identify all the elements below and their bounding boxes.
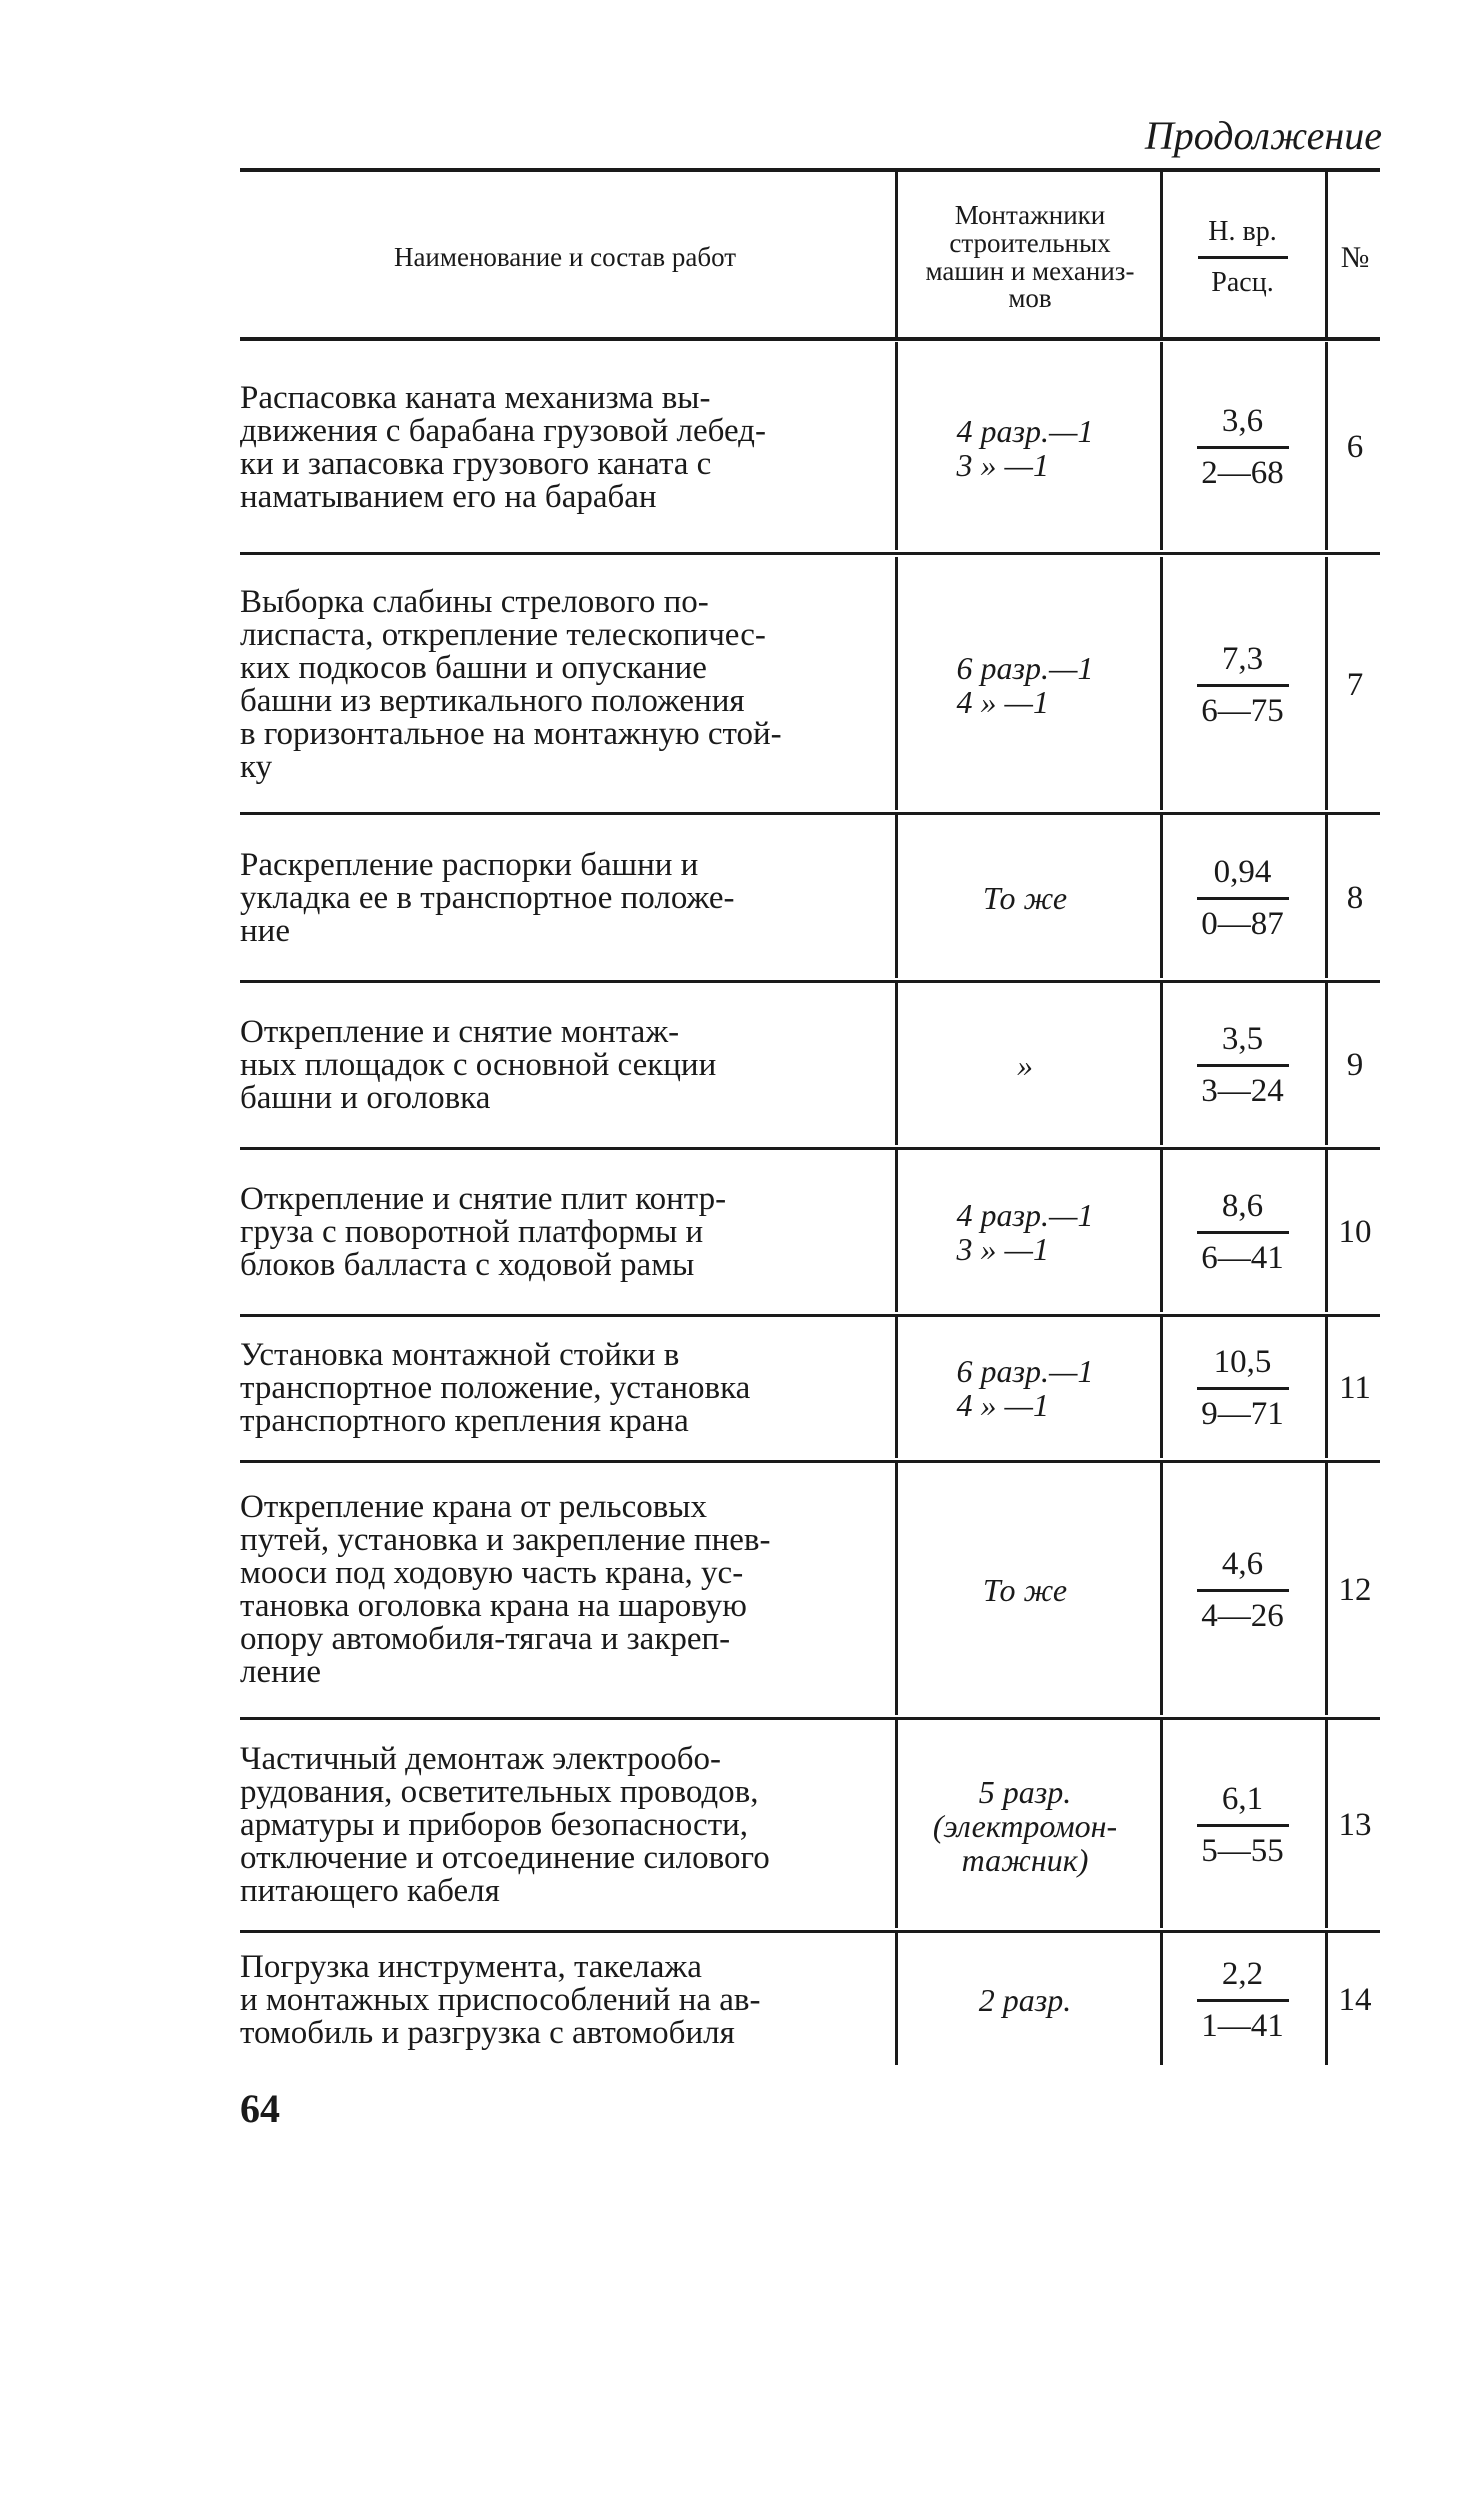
column-divider-b <box>1160 342 1163 550</box>
norm-cell <box>1160 985 1325 1145</box>
column-divider-c <box>1325 1149 1328 1312</box>
column-divider-c <box>1325 342 1328 550</box>
norm-time: 10,5 <box>1213 1343 1272 1380</box>
table-top-rule <box>240 168 1380 172</box>
row-separator <box>240 1930 1380 1933</box>
column-divider-c <box>1325 982 1328 1145</box>
row-number: 13 <box>1338 1807 1372 1843</box>
work-name: Открепление крана от рельсовых путей, установка и закрепление пнев- мооси под ходовую часть крана, ус- тановка оголовка крана на шаровую опору автомобиля-тягача и закреп- ление <box>240 1489 771 1690</box>
norm-time: 6,1 <box>1221 1781 1264 1817</box>
rate: 1—41 <box>1201 2007 1284 2044</box>
row-number: 8 <box>1346 879 1364 916</box>
crew-composition: 5 разр. (электромон- тажник) <box>932 1773 1118 1878</box>
column-divider-a <box>895 1462 898 1715</box>
row-number: 9 <box>1346 1046 1364 1083</box>
page-number: 64 <box>240 2086 280 2131</box>
column-divider-b <box>1160 1315 1163 1458</box>
work-name: Распасовка каната механизма вы- движения с барабана грузовой лебед- ки и запасовка грузового каната с наматыванием его на барабан <box>240 379 766 515</box>
header-norm-time: Н. вр. <box>1208 216 1277 247</box>
work-name: Раскрепление распорки башни и укладка ее в транспортное положе- ние <box>240 846 735 949</box>
row-number: 6 <box>1346 429 1364 465</box>
rate: 6—41 <box>1201 1239 1284 1276</box>
rate: 5—55 <box>1201 1833 1284 1869</box>
row-separator <box>240 812 1380 815</box>
rate: 4—26 <box>1201 1597 1284 1634</box>
column-divider-c <box>1325 1462 1328 1715</box>
norm-cell <box>1160 1152 1325 1312</box>
norm-cell <box>1160 1318 1325 1458</box>
column-divider-b <box>1160 1149 1163 1312</box>
row-number: 12 <box>1338 1571 1372 1608</box>
crew-composition: » <box>1017 1047 1033 1083</box>
column-divider-a <box>895 815 898 978</box>
work-name: Выборка слабины стрелового по- лиспаста, открепление телескопичес- ких подкосов башни и опускание башни из вертикального положения в горизонтальное на монтажную стой- ку <box>240 584 782 785</box>
header-number: № <box>1340 240 1370 274</box>
row-separator <box>240 552 1380 555</box>
column-divider-a <box>895 557 898 810</box>
work-name: Открепление и снятие плит контр- груза с поворотной платформы и блоков балласта с ходовой рамы <box>240 1180 727 1283</box>
norm-cell <box>1160 1723 1325 1928</box>
column-divider-b <box>1160 1720 1163 1928</box>
row-number: 10 <box>1338 1213 1372 1250</box>
header-rate: Расц. <box>1211 267 1274 298</box>
norm-time: 8,6 <box>1221 1187 1264 1224</box>
norm-time: 2,2 <box>1221 1955 1264 1992</box>
crew-composition: То же <box>982 1572 1068 1608</box>
header-norm <box>1160 175 1325 340</box>
header-work-name: Наименование и состав работ <box>393 242 737 272</box>
norm-time: 0,94 <box>1213 853 1272 890</box>
column-divider-c <box>1325 557 1328 810</box>
row-separator <box>240 1460 1380 1463</box>
crew-composition: 6 разр.—1 4 » —1 <box>956 1353 1094 1423</box>
rate: 0—87 <box>1201 905 1284 942</box>
column-divider-c <box>1325 1932 1328 2065</box>
rate: 6—75 <box>1201 692 1284 729</box>
crew-composition: 4 разр.—1 3 » —1 <box>956 1197 1094 1267</box>
crew-composition: 4 разр.—1 3 » —1 <box>956 412 1094 483</box>
rate: 2—68 <box>1201 455 1284 491</box>
column-divider-b <box>1160 982 1163 1145</box>
norm-cell <box>1160 1465 1325 1715</box>
column-divider-a <box>895 982 898 1145</box>
work-name: Открепление и снятие монтаж- ных площадок с основной секции башни и оголовка <box>240 1013 717 1116</box>
row-separator <box>240 980 1380 983</box>
column-divider-3 <box>1325 170 1328 340</box>
norm-time: 4,6 <box>1221 1545 1264 1582</box>
norm-cell <box>1160 345 1325 550</box>
row-separator <box>240 1314 1380 1317</box>
row-number: 14 <box>1338 1981 1372 2018</box>
norm-time: 3,5 <box>1221 1020 1264 1057</box>
column-divider-b <box>1160 1932 1163 2065</box>
norm-time: 7,3 <box>1221 640 1264 677</box>
header-crew: Монтажники строительных машин и механиз- мов <box>925 200 1135 314</box>
column-divider-c <box>1325 1315 1328 1458</box>
crew-composition: 6 разр.—1 4 » —1 <box>956 650 1094 720</box>
norm-cell <box>1160 818 1325 978</box>
column-divider-a <box>895 1720 898 1928</box>
column-divider-a <box>895 1149 898 1312</box>
norm-time: 3,6 <box>1221 403 1264 439</box>
column-divider-a <box>895 1932 898 2065</box>
work-name: Погрузка инструмента, такелажа и монтажных приспособлений на ав- томобиль и разгрузка с автомобиля <box>240 1948 761 2051</box>
column-divider-a <box>895 342 898 550</box>
crew-composition: То же <box>982 880 1068 916</box>
work-name: Частичный демонтаж электрообо- рудования, осветительных проводов, арматуры и приборов безопасности, отключение и отсоединение силового питающего кабеля <box>240 1741 770 1909</box>
column-divider-b <box>1160 557 1163 810</box>
work-name: Установка монтажной стойки в транспортное положение, установка транспортного крепления крана <box>240 1336 751 1439</box>
row-separator <box>240 1147 1380 1150</box>
norm-cell <box>1160 560 1325 810</box>
continuation-caption: Продолжение <box>1144 113 1382 158</box>
row-number: 7 <box>1346 666 1364 703</box>
column-divider-c <box>1325 815 1328 978</box>
column-divider-a <box>895 1315 898 1458</box>
norm-cell <box>1160 1935 1325 2065</box>
column-divider-1 <box>895 170 898 340</box>
rate: 3—24 <box>1201 1072 1284 1109</box>
crew-composition: 2 разр. <box>978 1982 1072 2018</box>
row-number: 11 <box>1339 1369 1371 1406</box>
column-divider-b <box>1160 815 1163 978</box>
row-separator <box>240 1717 1380 1720</box>
rate: 9—71 <box>1201 1395 1284 1432</box>
column-divider-b <box>1160 1462 1163 1715</box>
column-divider-c <box>1325 1720 1328 1928</box>
